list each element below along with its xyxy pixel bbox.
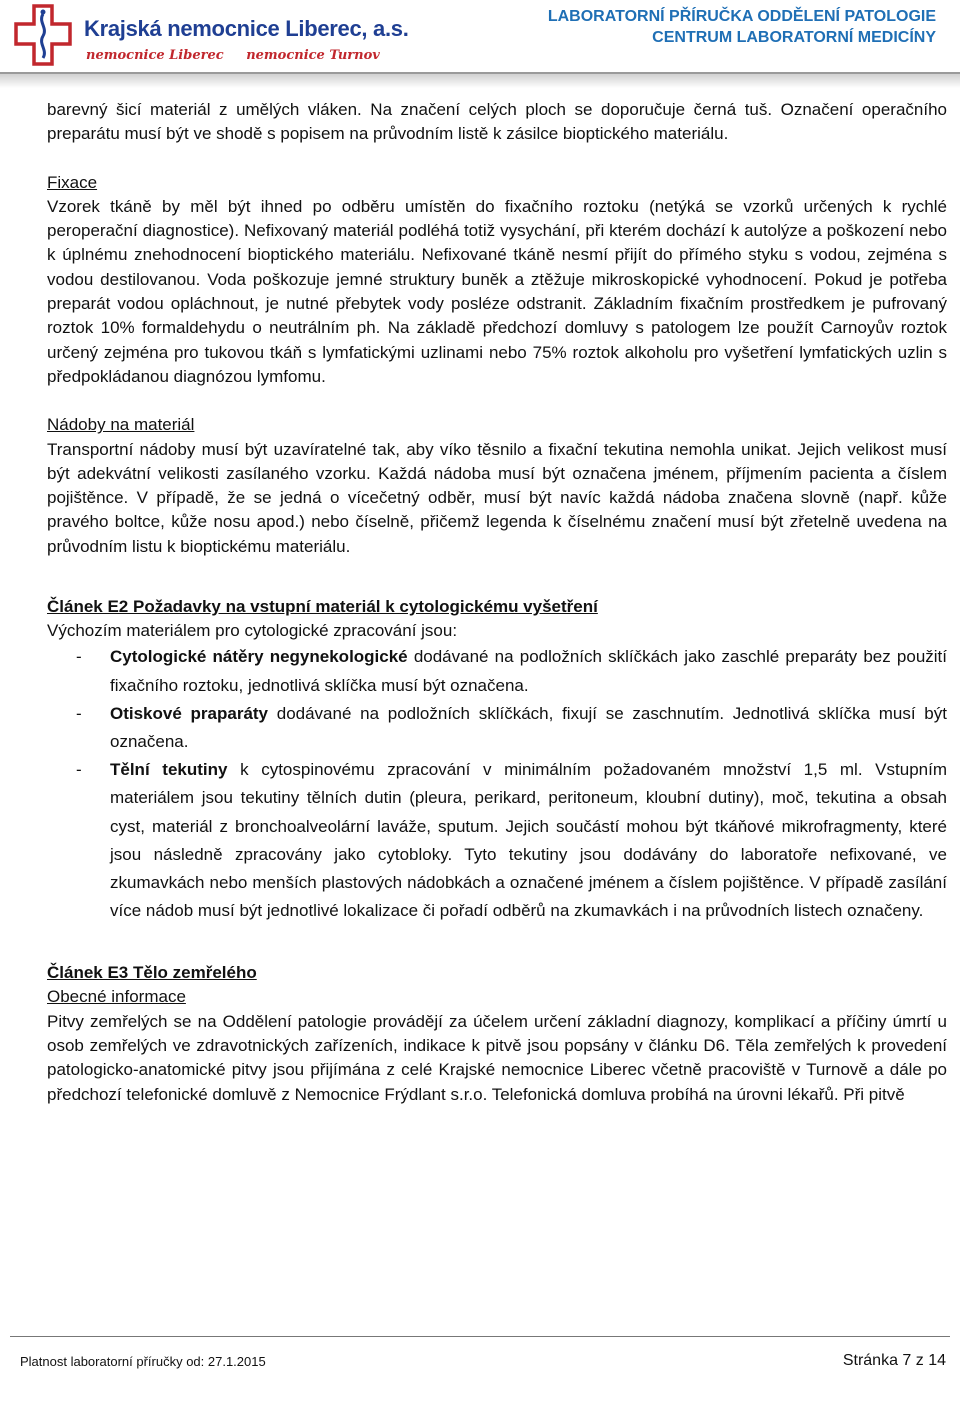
list-item-text: dodávané na podložních sklíčkách, fixují se zaschnutím. Jednotlivá sklíčka musí být označena.: [110, 703, 947, 751]
section-e3-paragraph: Pitvy zemřelých se na Oddělení patologie provádějí za účelem určení základní diagnozy, komplikací a příčiny úmrtí u osob zemřelých ve zdravotnických zařízeních, indikace k pitvě jsou popsány v článku D6. Těla zemřelých k provedení patologicko-anatomické pitvy jsou přijímána z celé Krajské nemocnice Liberec včetně pracoviště v Turnově a dále po předchozí telefonické domluvě z Nemocnice Frýdlant s.r.o. Telefonická domluva probíhá na úrovni lékařů. Při pitvě: [47, 1011, 947, 1104]
nadoby-paragraph: Transportní nádoby musí být uzavíratelné tak, aby víko těsnilo a fixační tekutina nemohla unikat. Jejich velikost musí být adekvátní velikosti zasílaného vzorku. Každá nádoba musí být označena jménem, příjmením pacienta a číslem pojištěnce. V případě, že se jedná o vícečetný odběr, musí být navíc každá nádoba značena slovně (např. kůže pravého boltce, kůže nosu apod.) nebo číselně, přičemž legenda k číselnému značení musí být zřetelně uvedena na průvodním listu k bioptickému materiálu.: [47, 439, 947, 556]
page-header: [0, 0, 960, 88]
header-divider: [0, 72, 960, 88]
intro-paragraph: barevný šicí materiál z umělých vláken. Na značení celých ploch se doporučuje černá tuš. Označení operačního preparátu musí být ve shodě s popisem na průvodním listě k zásilce bioptického materiálu.: [47, 100, 947, 144]
page-content: [47, 98, 947, 1107]
fixace-heading: Fixace: [47, 172, 98, 192]
section-e2-intro: Výchozím materiálem pro cytologické zpracování jsou:: [47, 621, 458, 641]
list-item-text: k cytospinovému zpracování v minimálním požadovaném množství 1,5 ml. Vstupním materiálem jsou tekutiny tělních dutin (pleura, perikard, peritoneum, kloubní dutiny), moč, tekutina a obsah cyst, materiál z bronchoalveolární laváže, sputum. Jejich součástí mohou být tkáňové mikrofragmenty, které jsou následně zpracovány jako cytobloky. Tyto tekutiny jsou dodávány do laboratoře nefixované, ve zkumavkách nebo menších plastových nádobkách a označené jménem a číslem pojištěnce. V případě zasílání více nádob musí být jednotlivé lokalizace či pořadí odběrů na zkumavkách i na průvodních listech označeny.: [110, 760, 947, 921]
list-dash: -: [76, 647, 82, 667]
subtitle-turnov: nemocnice Turnov: [246, 48, 380, 63]
footer-validity: Platnost laboratorní příručky od: 27.1.2015: [20, 1354, 266, 1369]
section-e3-heading: Článek E3 Tělo zemřelého: [47, 963, 257, 983]
list-dash: -: [76, 703, 82, 723]
document-title: [548, 6, 936, 48]
list-item-bold: Tělní tekutiny: [110, 760, 228, 780]
document-title-line1: LABORATORNÍ PŘÍRUČKA ODDĚLENÍ PATOLOGIE: [547, 8, 936, 25]
organization-subtitle: [86, 48, 398, 63]
section-e3-subheading: Obecné informace: [47, 987, 186, 1007]
list-item: [47, 756, 947, 925]
subtitle-liberec: nemocnice Liberec: [86, 48, 224, 63]
nadoby-heading: Nádoby na materiál: [47, 415, 195, 435]
section-e2-heading: Článek E2 Požadavky na vstupní materiál k cytologickému vyšetření: [47, 597, 598, 617]
footer-divider: [10, 1336, 950, 1337]
list-item-bold: Cytologické nátěry negynekologické: [110, 647, 408, 667]
list-dash: -: [76, 760, 82, 780]
list-item-text: dodávané na podložních sklíčkách jako zaschlé preparáty bez použití fixačního roztoku, jednotlivá sklíčka musí být označena.: [110, 647, 947, 695]
red-cross-logo-icon: [14, 4, 72, 66]
list-item-bold: Otiskové praparáty: [110, 703, 269, 723]
fixace-paragraph: Vzorek tkáně by měl být ihned po odběru umístěn do fixačního roztoku (netýká se vzorků určených k rychlé peroperační diagnostice). Nefixovaný materiál podléhá totiž vysychání, při kterém dochází k autolýze a poškození nebo k úplnému znehodnocení bioptického materiálu. Nefixované tkáně nesmí přijít do přímého styku s vodou, zejména s vodou destilovanou. Voda poškozuje jemné struktury buněk a ztěžuje mikroskopické vyhodnocení. Pokud je potřeba preparát vodou opláchnout, je nutné přebytek vody posléze odstranit. Základním fixačním prostředkem je pufrovaný roztok 10% formaldehydu o neutrálním ph. Na základě předchozí domluvy s patologem lze použít Carnoyův roztok určený zejména pro tukovou tkáň s lymfatickými uzlinami nebo 75% roztok alkoholu pro vyšetření lymfatických uzlin s předpokládanou diagnózou lymfomu.: [47, 196, 947, 386]
document-title-line2: CENTRUM LABORATORNÍ MEDICÍNY: [652, 29, 936, 46]
footer-page-number: Stránka 7 z 14: [842, 1352, 946, 1369]
list-item: [47, 700, 947, 756]
list-item: [47, 643, 947, 699]
organization-name: Krajská nemocnice Liberec, a.s.: [84, 16, 409, 41]
